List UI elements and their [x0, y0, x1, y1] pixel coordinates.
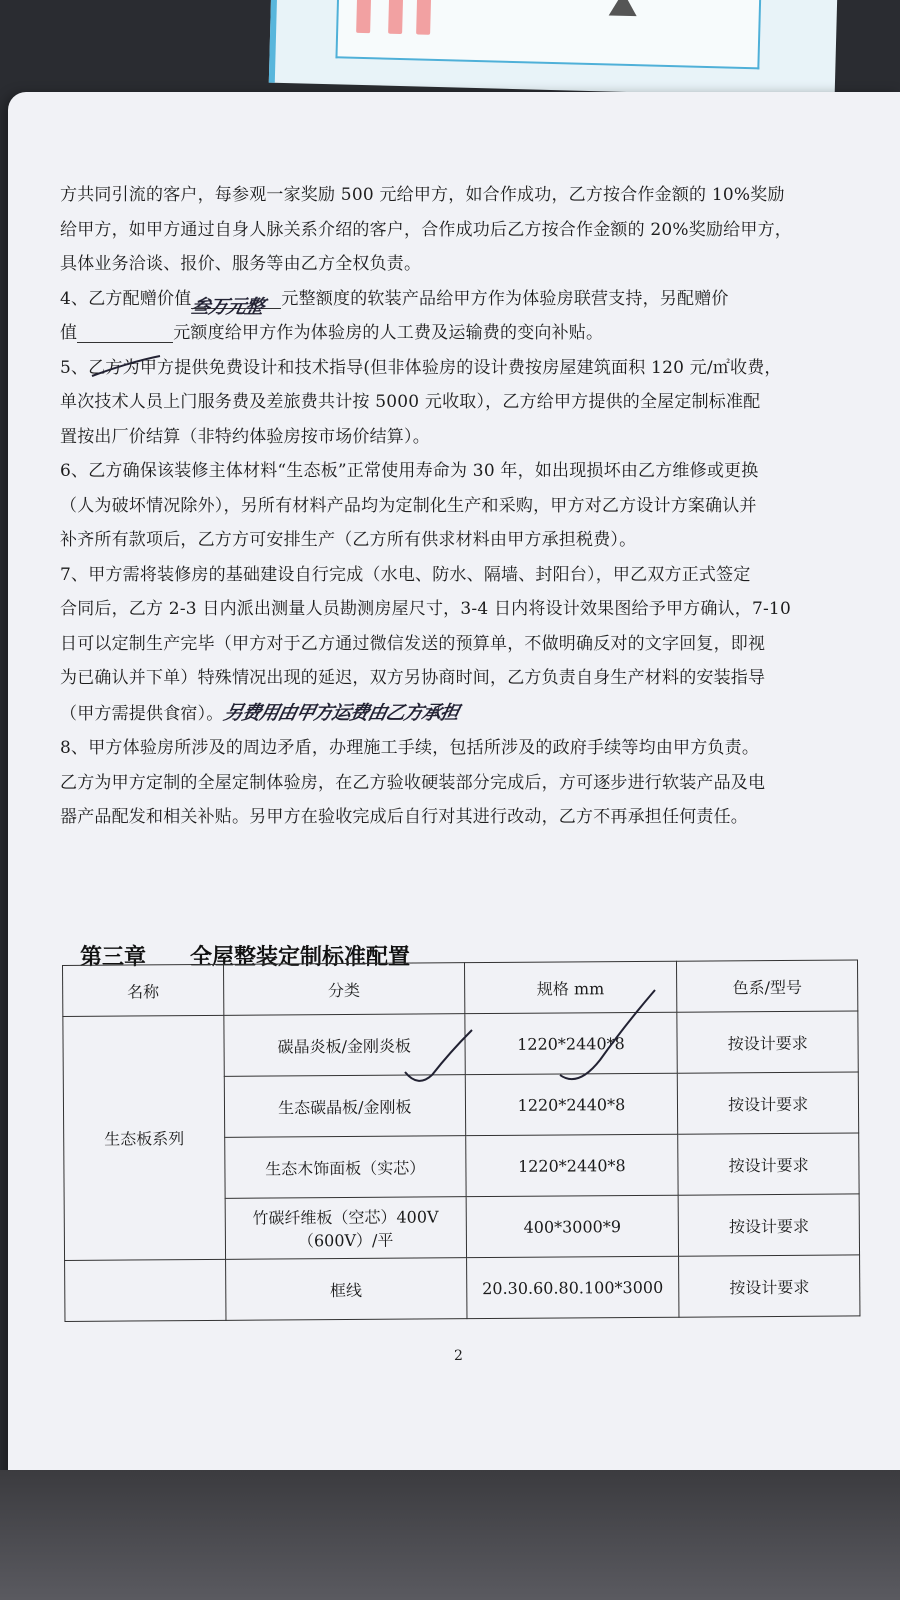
text-line: 7、甲方需将装修房的基础建设自行完成（水电、防水、隔墙、封阳台），甲乙双方正式签定	[60, 564, 751, 585]
color-cell: 按设计要求	[679, 1255, 860, 1317]
text-line: 补齐所有款项后，乙方方可安排生产（乙方所有供求材料由甲方承担税费）。	[60, 530, 637, 550]
page-number: 2	[454, 1348, 463, 1364]
text-line: （人为破坏情况除外），另所有材料产品均为定制化生产和采购，甲方对乙方设计方案确认并	[60, 495, 757, 516]
leaflet-mark	[388, 0, 403, 34]
text-segment: 值	[60, 323, 78, 343]
spec-cell: 1220*2440*8	[465, 1073, 678, 1135]
clause-8	[60, 731, 850, 835]
chapter-title: 第三章 全屋整装定制标准配置	[80, 945, 411, 970]
spec-cell: 1220*2440*8	[465, 1134, 678, 1196]
spec-cell: 400*3000*9	[466, 1195, 679, 1257]
spec-table	[62, 959, 860, 1322]
color-cell: 按设计要求	[678, 1194, 859, 1256]
clause-6	[60, 454, 850, 558]
text-line: 置按出厂价结算（非特约体验房按市场价结算）。	[60, 426, 430, 447]
header-color: 色系/型号	[677, 960, 858, 1012]
text-segment: 元整额度的软装产品给甲方作为体验房联营支持，另配赠价	[281, 288, 729, 309]
color-cell: 按设计要求	[678, 1133, 859, 1195]
contract-body	[60, 178, 850, 835]
category-cell: 竹碳纤维板（空芯）400V（600V）/平	[225, 1197, 466, 1260]
text-line: 合同后，乙方 2-3 日内派出测量人员勘测房屋尺寸，3-4 日内将设计效果图给予甲方确认，7-10	[60, 599, 791, 619]
category-cell: 碳晶炎板/金刚炎板	[224, 1014, 465, 1077]
clause-5	[60, 351, 850, 455]
clause-4	[60, 282, 850, 351]
handwritten-amount: 叁万元整	[189, 295, 266, 318]
text-segment: （甲方需提供食宿）。	[60, 703, 224, 724]
text-line: 5、乙方为甲方提供免费设计和技术指导(但非体验房的设计费按房屋建筑面积 120 元/㎡收费，	[60, 357, 782, 378]
subsidy-field	[77, 324, 173, 343]
clause-3-continued	[60, 178, 850, 282]
leaflet-mark	[416, 0, 431, 35]
text-line: 日可以定制生产完毕（甲方对于乙方通过微信发送的预算单，不做明确反对的文字回复，即视	[60, 633, 766, 654]
group-name-cell: 生态板系列	[63, 1015, 226, 1260]
text-line: 器产品配发和相关补贴。另甲方在验收完成后自行对其进行改动，乙方不再承担任何责任。	[60, 807, 748, 827]
handwritten-note: 另费用由甲方运费由乙方承担	[221, 701, 460, 724]
text-line: 乙方为甲方定制的全屋定制体验房，在乙方验收硬装部分完成后，方可逐步进行软装产品及电	[60, 772, 766, 793]
color-cell: 按设计要求	[677, 1011, 858, 1073]
text-line: 8、甲方体验房所涉及的周边矛盾，办理施工手续，包括所涉及的政府手续等均由甲方负责。	[60, 738, 760, 758]
spec-cell: 1220*2440*8	[464, 1012, 677, 1074]
header-category: 分类	[223, 963, 464, 1016]
category-cell: 生态木饰面板（实芯）	[225, 1136, 466, 1199]
text-line: 给甲方，如甲方通过自身人脉关系介绍的客户，合作成功后乙方按合作金额的 20%奖励给甲方，	[60, 219, 792, 240]
text-segment: 元额度给甲方作为体验房的人工费及运输费的变向补贴。	[173, 323, 604, 343]
table-row	[63, 1011, 858, 1078]
text-segment: 4、乙方配赠价值	[60, 288, 192, 309]
header-name: 名称	[63, 964, 224, 1016]
text-line	[60, 316, 850, 351]
text-line: 方共同引流的客户，每参观一家奖励 500 元给甲方，如合作成功，乙方按合作金额的 10%奖励	[60, 185, 785, 205]
text-line: 具体业务洽谈、报价、服务等由乙方全权负责。	[60, 254, 422, 274]
background-leaflet	[269, 0, 837, 97]
table-row	[65, 1255, 860, 1322]
leaflet-mark	[356, 0, 371, 33]
clause-7	[60, 558, 850, 732]
category-cell: 框线	[225, 1258, 466, 1321]
warning-icon	[609, 0, 638, 16]
text-line: 6、乙方确保该装修主体材料“生态板”正常使用寿命为 30 年，如出现损坏由乙方维修或更换	[60, 461, 759, 481]
category-cell: 生态碳晶板/金刚板	[224, 1075, 465, 1138]
text-line	[60, 696, 850, 732]
spec-cell: 20.30.60.80.100*3000	[466, 1256, 679, 1318]
amount-field	[189, 290, 281, 318]
color-cell: 按设计要求	[678, 1072, 859, 1134]
header-spec: 规格 mm	[464, 961, 677, 1013]
text-line: 为已确认并下单）特殊情况出现的延迟，双方另协商时间，乙方负责自身生产材料的安装指导	[60, 668, 766, 688]
text-line: 单次技术人员上门服务费及差旅费共计按 5000 元收取），乙方给甲方提供的全屋定制标准配	[60, 392, 761, 412]
empty-group-cell	[65, 1259, 226, 1321]
background-floor	[0, 1470, 900, 1600]
table-header-row	[63, 960, 858, 1017]
text-line	[60, 282, 850, 317]
